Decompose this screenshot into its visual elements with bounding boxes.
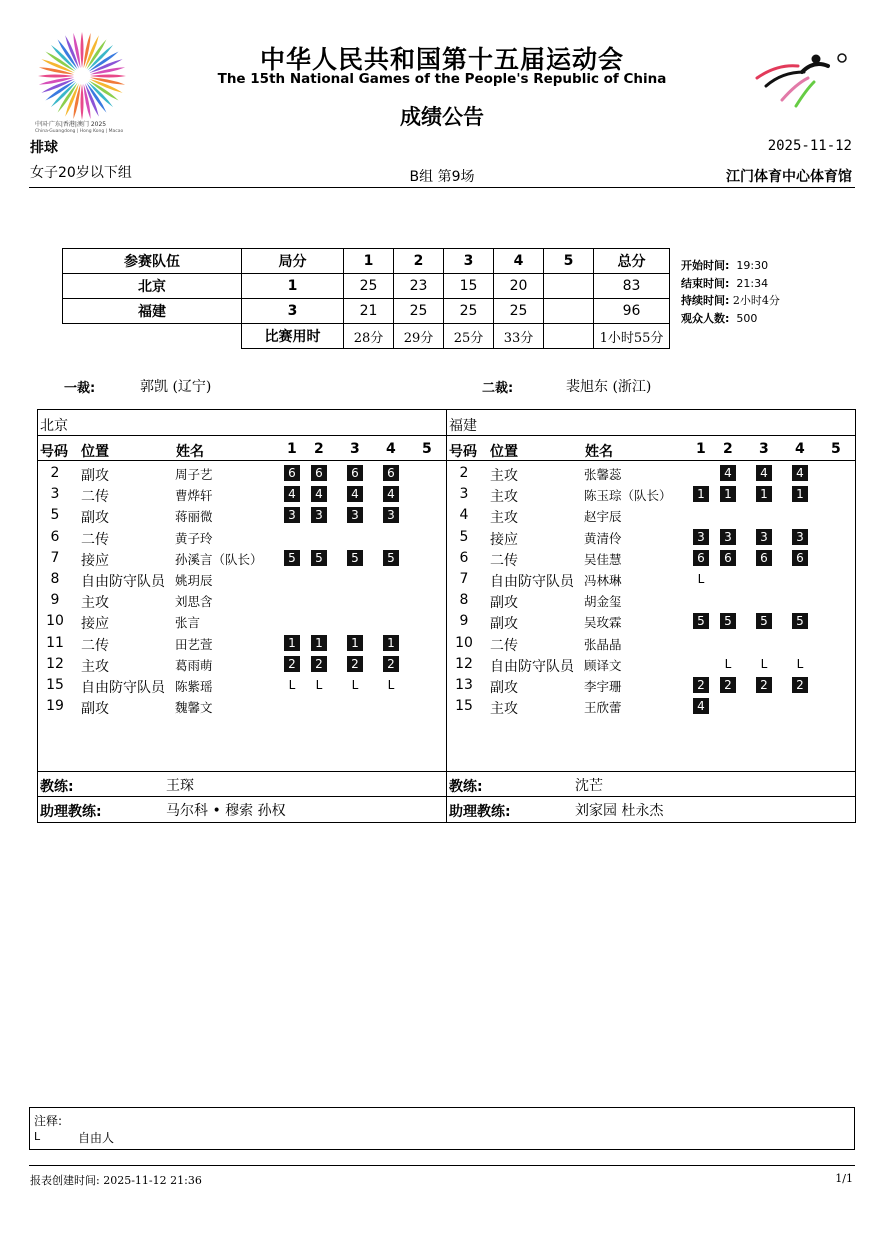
- player-name: 吴佳慧: [584, 551, 622, 567]
- roster-line: [38, 796, 855, 797]
- player-name: 张言: [175, 615, 201, 631]
- starting-position-box: 4: [383, 486, 399, 502]
- starting-position-box: 6: [383, 465, 399, 481]
- column-set-2: 2: [723, 441, 733, 457]
- player-position: 二传: [490, 637, 518, 654]
- player-number: 19: [46, 698, 64, 715]
- starting-position-box: 3: [383, 507, 399, 523]
- set-duration: 33分: [494, 324, 544, 349]
- player-number: 10: [46, 613, 64, 630]
- libero-marker: L: [387, 678, 395, 692]
- player-name: 孙溪言（队长）: [175, 551, 263, 567]
- player-position: 自由防守队员: [81, 680, 165, 696]
- assistant-coach-label: 助理教练:: [40, 804, 102, 820]
- duration-row: [63, 324, 670, 349]
- assistant-coach-label: 助理教练:: [449, 804, 511, 820]
- player-row: [38, 611, 446, 632]
- header-set-4: 4: [494, 249, 544, 274]
- coach-name: 沈芒: [575, 778, 603, 794]
- player-number: 8: [459, 592, 469, 609]
- player-number: 15: [46, 677, 64, 693]
- set-points: 20: [494, 274, 544, 299]
- coach-label: 教练:: [40, 779, 74, 795]
- player-position: 副攻: [490, 616, 518, 633]
- starting-position-box: 3: [720, 529, 736, 545]
- set-duration: [544, 324, 594, 349]
- header-sets: 局分: [242, 249, 344, 274]
- column-name: 姓名: [176, 444, 204, 460]
- score-table: [62, 248, 670, 349]
- starting-position-box: 6: [756, 550, 772, 566]
- player-name: 葛雨萌: [175, 657, 213, 673]
- starting-position-box: 3: [284, 507, 300, 523]
- report-title: 成绩公告: [400, 105, 484, 129]
- assistant-coaches: 刘家园 杜永杰: [575, 803, 664, 819]
- player-name: 蒋丽微: [175, 509, 213, 525]
- player-name: 张馨蕊: [584, 467, 622, 482]
- player-name: 周子艺: [175, 467, 213, 482]
- player-row: [38, 633, 446, 654]
- starting-position-box: 3: [347, 507, 363, 523]
- starting-position-box: 2: [792, 677, 808, 693]
- player-row: [38, 590, 446, 611]
- column-set-3: 3: [350, 441, 360, 457]
- player-name: 魏馨文: [175, 700, 213, 716]
- team-name: 北京: [40, 418, 68, 434]
- duration-label: 比赛用时: [242, 324, 344, 349]
- start-time-label: 开始时间:: [681, 259, 730, 272]
- player-number: 12: [46, 655, 64, 672]
- second-referee-label: 二裁:: [482, 381, 514, 396]
- player-row: [38, 675, 446, 696]
- player-position: 二传: [490, 552, 518, 569]
- starting-position-box: 4: [792, 465, 808, 481]
- logo-en-text: China·Guangdong | Hong Kong | Macao: [35, 129, 124, 134]
- player-name: 姚玥辰: [175, 573, 213, 588]
- starting-position-box: 6: [792, 550, 808, 566]
- coach-name: 王琛: [166, 778, 194, 794]
- starting-position-box: 6: [311, 465, 327, 481]
- team-name: 福建: [63, 299, 242, 324]
- player-row: [38, 569, 446, 590]
- header-team: 参赛队伍: [63, 249, 242, 274]
- player-row: [38, 548, 446, 569]
- starting-position-box: 5: [756, 613, 772, 629]
- starting-position-box: 5: [284, 550, 300, 566]
- column-position: 位置: [490, 444, 518, 460]
- libero-marker: L: [351, 678, 359, 692]
- player-row: [447, 675, 855, 696]
- starting-position-box: 1: [284, 635, 300, 651]
- starting-position-box: 2: [720, 677, 736, 693]
- empty-cell: [63, 324, 242, 349]
- sets-won: 1: [242, 274, 344, 299]
- notes-meaning: 自由人: [78, 1131, 115, 1145]
- starting-position-box: 2: [383, 656, 399, 672]
- event-title-english: The 15th National Games of the People's Republic of China: [217, 71, 667, 87]
- score-row-team-2: [63, 299, 670, 324]
- starting-position-box: 6: [347, 465, 363, 481]
- starting-position-box: 4: [720, 465, 736, 481]
- starting-position-box: 6: [284, 465, 300, 481]
- starting-position-box: 1: [756, 486, 772, 502]
- set-points: 15: [444, 274, 494, 299]
- player-row: [38, 527, 446, 548]
- end-time-label: 结束时间:: [681, 276, 730, 290]
- player-row: [447, 463, 855, 484]
- player-number: 3: [459, 486, 469, 503]
- event-title: 中华人民共和国第十五届运动会: [259, 45, 624, 74]
- player-number: 6: [50, 528, 60, 545]
- libero-marker: L: [724, 656, 732, 671]
- starting-position-box: 1: [311, 635, 327, 651]
- sport-name: 排球: [30, 140, 58, 156]
- player-row: [447, 590, 855, 611]
- player-name: 田艺萱: [175, 636, 213, 652]
- header-total: 总分: [594, 249, 670, 274]
- first-referee: 郭凯 (辽宁): [140, 379, 212, 395]
- column-number: 号码: [40, 444, 68, 460]
- starting-position-box: 6: [720, 550, 736, 566]
- player-position: 主攻: [81, 595, 109, 612]
- player-position: 二传: [81, 531, 109, 548]
- total-points: 83: [594, 274, 670, 299]
- page-number: 1/1: [835, 1172, 853, 1185]
- starting-position-box: 4: [284, 486, 300, 502]
- libero-marker: L: [796, 656, 804, 671]
- player-row: [447, 696, 855, 717]
- player-position: 二传: [81, 489, 109, 506]
- roster-line: [38, 771, 855, 772]
- player-name: 李宇珊: [584, 679, 622, 694]
- match-info: [681, 257, 780, 327]
- player-number: 9: [459, 613, 469, 630]
- player-position: 主攻: [490, 701, 518, 718]
- starting-position-box: 3: [693, 529, 709, 545]
- set-points: 25: [344, 274, 394, 299]
- libero-marker: L: [288, 678, 296, 692]
- starting-position-box: 5: [383, 550, 399, 566]
- set-points: 21: [344, 299, 394, 324]
- player-number: 12: [455, 655, 473, 672]
- player-position: 自由防守队员: [490, 574, 574, 590]
- starting-position-box: 6: [693, 550, 709, 566]
- starting-position-box: 5: [720, 613, 736, 629]
- starting-position-box: 4: [347, 486, 363, 502]
- player-row: [38, 696, 446, 717]
- column-name: 姓名: [585, 444, 613, 460]
- score-row-team-1: [63, 274, 670, 299]
- starting-position-box: 4: [756, 465, 772, 481]
- notes-label: 注释:: [34, 1114, 63, 1128]
- spectators-label: 观众人数:: [681, 311, 730, 325]
- player-name: 王欣蕾: [584, 700, 622, 716]
- starting-position-box: 3: [311, 507, 327, 523]
- starting-position-box: 2: [693, 677, 709, 693]
- column-set-5: 5: [831, 441, 841, 457]
- libero-marker: L: [315, 678, 323, 692]
- duration: 2小时4分: [732, 294, 780, 307]
- set-points: 25: [394, 299, 444, 324]
- team-rosters: [37, 409, 856, 823]
- player-number: 3: [50, 486, 60, 503]
- player-name: 黄子玲: [175, 530, 213, 546]
- player-position: 副攻: [81, 701, 109, 718]
- column-number: 号码: [449, 444, 477, 460]
- starting-position-box: 2: [756, 677, 772, 693]
- set-points: 23: [394, 274, 444, 299]
- player-row: [38, 654, 446, 675]
- player-name: 赵宇辰: [584, 509, 622, 525]
- set-duration: 28分: [344, 324, 394, 349]
- player-number: 2: [50, 465, 60, 481]
- start-time: 19:30: [736, 259, 769, 272]
- venue: 江门体育中心体育馆: [726, 169, 852, 185]
- player-number: 5: [459, 528, 469, 545]
- player-row: [447, 484, 855, 505]
- player-row: [447, 611, 855, 632]
- report-created-time: 报表创建时间: 2025-11-12 21:36: [30, 1174, 202, 1187]
- starting-position-box: 1: [792, 486, 808, 502]
- total-points: 96: [594, 299, 670, 324]
- duration-label: 持续时间:: [681, 294, 730, 307]
- starting-position-box: 3: [756, 529, 772, 545]
- player-number: 8: [50, 571, 60, 587]
- column-set-1: 1: [287, 441, 297, 457]
- set-points: 25: [494, 299, 544, 324]
- starting-position-box: 1: [383, 635, 399, 651]
- coach-label: 教练:: [449, 779, 483, 795]
- starting-position-box: 2: [311, 656, 327, 672]
- column-set-5: 5: [422, 441, 432, 457]
- assistant-coaches: 马尔科 • 穆索 孙权: [166, 803, 286, 819]
- player-position: 副攻: [81, 510, 109, 527]
- starting-position-box: 4: [311, 486, 327, 502]
- player-position: 副攻: [490, 680, 518, 696]
- starting-position-box: 5: [347, 550, 363, 566]
- player-number: 9: [50, 592, 60, 609]
- player-number: 7: [50, 549, 60, 566]
- column-set-2: 2: [314, 441, 324, 457]
- player-row: [447, 569, 855, 590]
- total-duration: 1小时55分: [594, 324, 670, 349]
- player-name: 陈紫瑶: [175, 679, 213, 694]
- player-name: 曹烨轩: [175, 488, 213, 504]
- footer-divider: [29, 1165, 855, 1166]
- starting-position-box: 5: [792, 613, 808, 629]
- starting-position-box: 5: [311, 550, 327, 566]
- score-header-row: [63, 249, 670, 274]
- column-set-1: 1: [696, 441, 706, 457]
- match-label: B组 第9场: [409, 169, 475, 185]
- notes-box: [29, 1107, 855, 1150]
- starting-position-box: 4: [693, 698, 709, 714]
- libero-marker: L: [760, 656, 768, 671]
- player-number: 15: [455, 698, 473, 715]
- sets-won: 3: [242, 299, 344, 324]
- player-position: 接应: [490, 531, 518, 548]
- player-name: 黄清伶: [584, 530, 622, 546]
- header-set-3: 3: [444, 249, 494, 274]
- player-position: 主攻: [81, 658, 109, 675]
- roster-line: [38, 435, 855, 436]
- player-row: [447, 527, 855, 548]
- end-time: 21:34: [736, 276, 769, 290]
- player-number: 6: [459, 549, 469, 566]
- column-set-4: 4: [386, 441, 396, 457]
- player-row: [38, 484, 446, 505]
- column-set-3: 3: [759, 441, 769, 457]
- player-row: [38, 505, 446, 526]
- header-set-1: 1: [344, 249, 394, 274]
- player-name: 陈玉琮（队长）: [584, 488, 672, 504]
- player-number: 11: [46, 634, 64, 651]
- player-name: 胡金玺: [584, 594, 622, 610]
- second-referee: 裴旭东 (浙江): [566, 379, 652, 395]
- column-position: 位置: [81, 444, 109, 460]
- set-points: [544, 299, 594, 324]
- player-row: [447, 633, 855, 654]
- player-name: 吴玫霖: [584, 615, 622, 631]
- player-position: 副攻: [490, 595, 518, 612]
- set-points: 25: [444, 299, 494, 324]
- set-duration: 25分: [444, 324, 494, 349]
- player-number: 5: [50, 507, 60, 524]
- starting-position-box: 1: [347, 635, 363, 651]
- player-name: 顾译文: [584, 657, 622, 673]
- set-duration: 29分: [394, 324, 444, 349]
- player-number: 2: [459, 465, 469, 481]
- libero-marker: L: [697, 572, 705, 586]
- team-name: 福建: [449, 418, 477, 434]
- player-row: [38, 463, 446, 484]
- starting-position-box: 5: [693, 613, 709, 629]
- starting-position-box: 2: [347, 656, 363, 672]
- team-name: 北京: [63, 274, 242, 299]
- player-number: 13: [455, 677, 473, 693]
- player-position: 二传: [81, 637, 109, 654]
- player-position: 主攻: [490, 510, 518, 527]
- starting-position-box: 3: [792, 529, 808, 545]
- player-position: 副攻: [81, 468, 109, 484]
- header-set-2: 2: [394, 249, 444, 274]
- player-number: 10: [455, 634, 473, 651]
- player-position: 主攻: [490, 468, 518, 484]
- logo-cn-text: 中国·广东|香港|澳门 2025: [35, 121, 107, 128]
- player-position: 接应: [81, 616, 109, 633]
- starting-position-box: 1: [720, 486, 736, 502]
- roster-line: [38, 460, 855, 461]
- player-position: 自由防守队员: [490, 658, 574, 675]
- header-set-5: 5: [544, 249, 594, 274]
- player-row: [447, 505, 855, 526]
- player-number: 7: [459, 571, 469, 587]
- starting-position-box: 2: [284, 656, 300, 672]
- first-referee-label: 一裁:: [64, 381, 96, 396]
- player-row: [447, 548, 855, 569]
- player-name: 冯林琳: [584, 573, 622, 588]
- column-set-4: 4: [795, 441, 805, 457]
- notes-symbol: L: [34, 1130, 41, 1143]
- match-date: 2025-11-12: [767, 138, 852, 154]
- player-position: 接应: [81, 552, 109, 569]
- starting-position-box: 1: [693, 486, 709, 502]
- player-position: 主攻: [490, 489, 518, 506]
- header-divider: [29, 187, 855, 188]
- player-name: 张晶晶: [584, 636, 622, 652]
- player-number: 4: [459, 507, 469, 524]
- player-name: 刘思含: [175, 594, 213, 610]
- set-points: [544, 274, 594, 299]
- player-position: 自由防守队员: [81, 574, 165, 590]
- category: 女子20岁以下组: [30, 165, 132, 181]
- spectators: 500: [736, 311, 758, 325]
- player-row: [447, 654, 855, 675]
